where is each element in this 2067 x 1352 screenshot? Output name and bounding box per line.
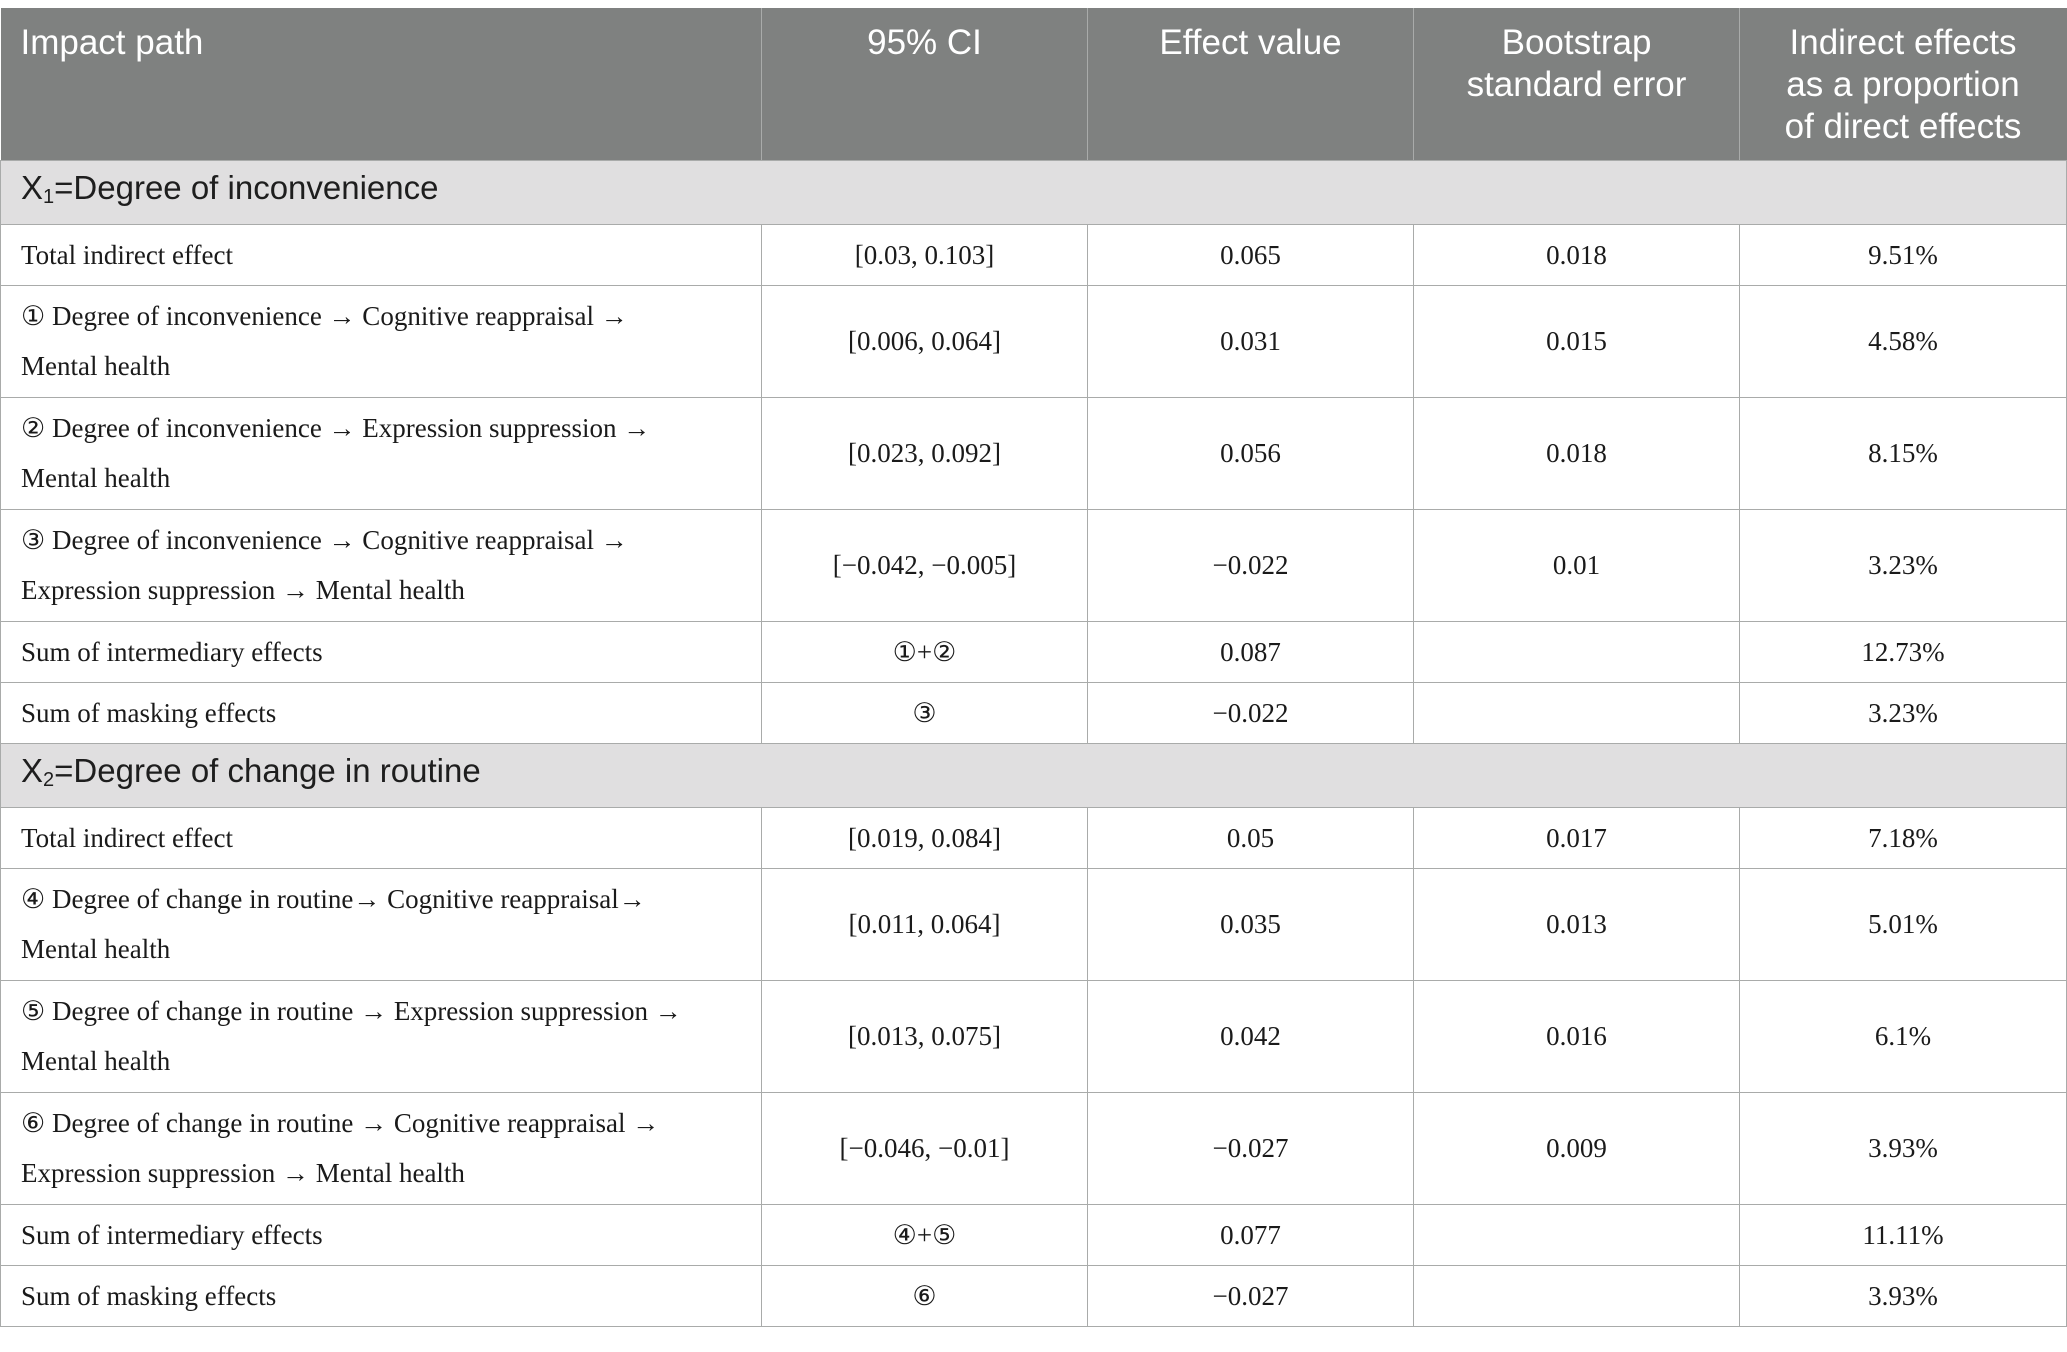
table-header <box>1 8 2067 160</box>
cell-effect-value: −0.022 <box>1088 682 1414 743</box>
cell-proportion: 12.73% <box>1740 621 2067 682</box>
impact-path-line: ④ Degree of change in routine→ Cognitive reappraisal→ <box>21 884 646 914</box>
impact-path-line: ① Degree of inconvenience → Cognitive reappraisal → <box>21 301 628 331</box>
impact-path-line: Sum of intermediary effects <box>21 636 323 667</box>
impact-path-line: ② Degree of inconvenience → Expression suppression → <box>21 413 651 443</box>
cell-impact-path <box>1 807 762 868</box>
cell-effect-value: −0.027 <box>1088 1265 1414 1326</box>
cell-impact-path <box>1 682 762 743</box>
table-row <box>1 1204 2067 1265</box>
cell-proportion: 3.23% <box>1740 509 2067 621</box>
cell-bootstrap-se: 0.018 <box>1414 397 1740 509</box>
cell-bootstrap-se: 0.015 <box>1414 285 1740 397</box>
table-row <box>1 509 2067 621</box>
cell-bootstrap-se: 0.013 <box>1414 868 1740 980</box>
section-label-variable: X <box>21 168 44 206</box>
header-impact-path-label: Impact path <box>20 23 204 62</box>
header-bootstrap-se <box>1414 8 1740 160</box>
cell-effect-value: −0.027 <box>1088 1092 1414 1204</box>
cell-effect-value: 0.056 <box>1088 397 1414 509</box>
header-effect-value <box>1088 8 1414 160</box>
header-ci <box>762 8 1088 160</box>
cell-proportion: 5.01% <box>1740 868 2067 980</box>
cell-proportion: 3.93% <box>1740 1265 2067 1326</box>
header-effect-value-label: Effect value <box>1159 23 1342 62</box>
cell-proportion: 6.1% <box>1740 980 2067 1092</box>
impact-path-line: Sum of intermediary effects <box>21 1219 323 1250</box>
cell-impact-path <box>1 1092 762 1204</box>
section-label-text: =Degree of inconvenience <box>54 168 439 206</box>
cell-ci: ③ <box>762 682 1088 743</box>
cell-ci: ⑥ <box>762 1265 1088 1326</box>
cell-proportion: 11.11% <box>1740 1204 2067 1265</box>
table-row <box>1 1092 2067 1204</box>
table-row <box>1 682 2067 743</box>
cell-effect-value: −0.022 <box>1088 509 1414 621</box>
cell-bootstrap-se <box>1414 1204 1740 1265</box>
cell-impact-path <box>1 1265 762 1326</box>
impact-path-line: Total indirect effect <box>21 239 234 270</box>
section-label-text: =Degree of change in routine <box>54 751 481 789</box>
cell-ci: [0.006, 0.064] <box>762 285 1088 397</box>
section-label-variable: X <box>21 751 44 789</box>
impact-path-line: ③ Degree of inconvenience → Cognitive reappraisal → <box>21 525 628 555</box>
table-row <box>1 1265 2067 1326</box>
impact-path-line: Sum of masking effects <box>21 1280 277 1311</box>
header-proportion-line: as a proportion <box>1786 65 2020 104</box>
cell-bootstrap-se: 0.018 <box>1414 224 1740 285</box>
section-label <box>1 743 2067 807</box>
cell-ci: [0.03, 0.103] <box>762 224 1088 285</box>
cell-ci: [0.019, 0.084] <box>762 807 1088 868</box>
cell-impact-path <box>1 285 762 397</box>
cell-proportion: 8.15% <box>1740 397 2067 509</box>
cell-ci: [−0.046, −0.01] <box>762 1092 1088 1204</box>
cell-ci: ④+⑤ <box>762 1204 1088 1265</box>
cell-impact-path <box>1 980 762 1092</box>
cell-effect-value: 0.035 <box>1088 868 1414 980</box>
table-row <box>1 980 2067 1092</box>
cell-proportion: 3.93% <box>1740 1092 2067 1204</box>
cell-impact-path <box>1 621 762 682</box>
impact-path-line: ⑥ Degree of change in routine → Cognitive reappraisal → <box>21 1108 660 1138</box>
cell-bootstrap-se: 0.009 <box>1414 1092 1740 1204</box>
table-row <box>1 621 2067 682</box>
table-row <box>1 285 2067 397</box>
header-ci-label: 95% CI <box>867 23 982 62</box>
cell-effect-value: 0.077 <box>1088 1204 1414 1265</box>
section-label <box>1 160 2067 224</box>
section-label-subscript: 2 <box>43 768 55 791</box>
header-bootstrap-se-line: standard error <box>1466 65 1687 104</box>
cell-ci: [0.013, 0.075] <box>762 980 1088 1092</box>
impact-path-line: Total indirect effect <box>21 822 234 853</box>
impact-path-line: Mental health <box>21 351 171 381</box>
cell-ci: [0.011, 0.064] <box>762 868 1088 980</box>
cell-ci: [0.023, 0.092] <box>762 397 1088 509</box>
section-row <box>1 160 2067 224</box>
impact-path-line: Sum of masking effects <box>21 697 277 728</box>
cell-effect-value: 0.031 <box>1088 285 1414 397</box>
cell-ci: [−0.042, −0.005] <box>762 509 1088 621</box>
cell-impact-path <box>1 397 762 509</box>
cell-bootstrap-se: 0.017 <box>1414 807 1740 868</box>
cell-proportion: 9.51% <box>1740 224 2067 285</box>
cell-impact-path <box>1 868 762 980</box>
header-proportion <box>1740 8 2067 160</box>
table-row <box>1 397 2067 509</box>
cell-bootstrap-se <box>1414 1265 1740 1326</box>
header-impact-path <box>1 8 762 160</box>
header-bootstrap-se-line: Bootstrap <box>1501 23 1652 62</box>
impact-path-line: Mental health <box>21 1046 171 1076</box>
cell-impact-path <box>1 1204 762 1265</box>
cell-effect-value: 0.05 <box>1088 807 1414 868</box>
cell-bootstrap-se <box>1414 682 1740 743</box>
table-row <box>1 224 2067 285</box>
header-proportion-line: of direct effects <box>1784 107 2022 146</box>
cell-bootstrap-se: 0.016 <box>1414 980 1740 1092</box>
cell-effect-value: 0.042 <box>1088 980 1414 1092</box>
cell-proportion: 7.18% <box>1740 807 2067 868</box>
table-row <box>1 868 2067 980</box>
cell-impact-path <box>1 509 762 621</box>
header-proportion-line: Indirect effects <box>1789 23 2017 62</box>
cell-ci: ①+② <box>762 621 1088 682</box>
impact-path-line: ⑤ Degree of change in routine → Expression suppression → <box>21 996 682 1026</box>
cell-proportion: 3.23% <box>1740 682 2067 743</box>
section-label-subscript: 1 <box>43 185 55 208</box>
impact-path-line: Expression suppression → Mental health <box>21 575 465 605</box>
cell-effect-value: 0.065 <box>1088 224 1414 285</box>
section-row <box>1 743 2067 807</box>
cell-bootstrap-se <box>1414 621 1740 682</box>
impact-path-line: Mental health <box>21 934 171 964</box>
cell-effect-value: 0.087 <box>1088 621 1414 682</box>
impact-path-line: Expression suppression → Mental health <box>21 1158 465 1188</box>
cell-proportion: 4.58% <box>1740 285 2067 397</box>
cell-bootstrap-se: 0.01 <box>1414 509 1740 621</box>
impact-path-line: Mental health <box>21 463 171 493</box>
header-row <box>1 8 2067 160</box>
mediation-effects-table-container <box>0 8 2066 1327</box>
cell-impact-path <box>1 224 762 285</box>
table-row <box>1 807 2067 868</box>
mediation-effects-table <box>0 8 2067 1327</box>
table-body <box>1 160 2067 1326</box>
